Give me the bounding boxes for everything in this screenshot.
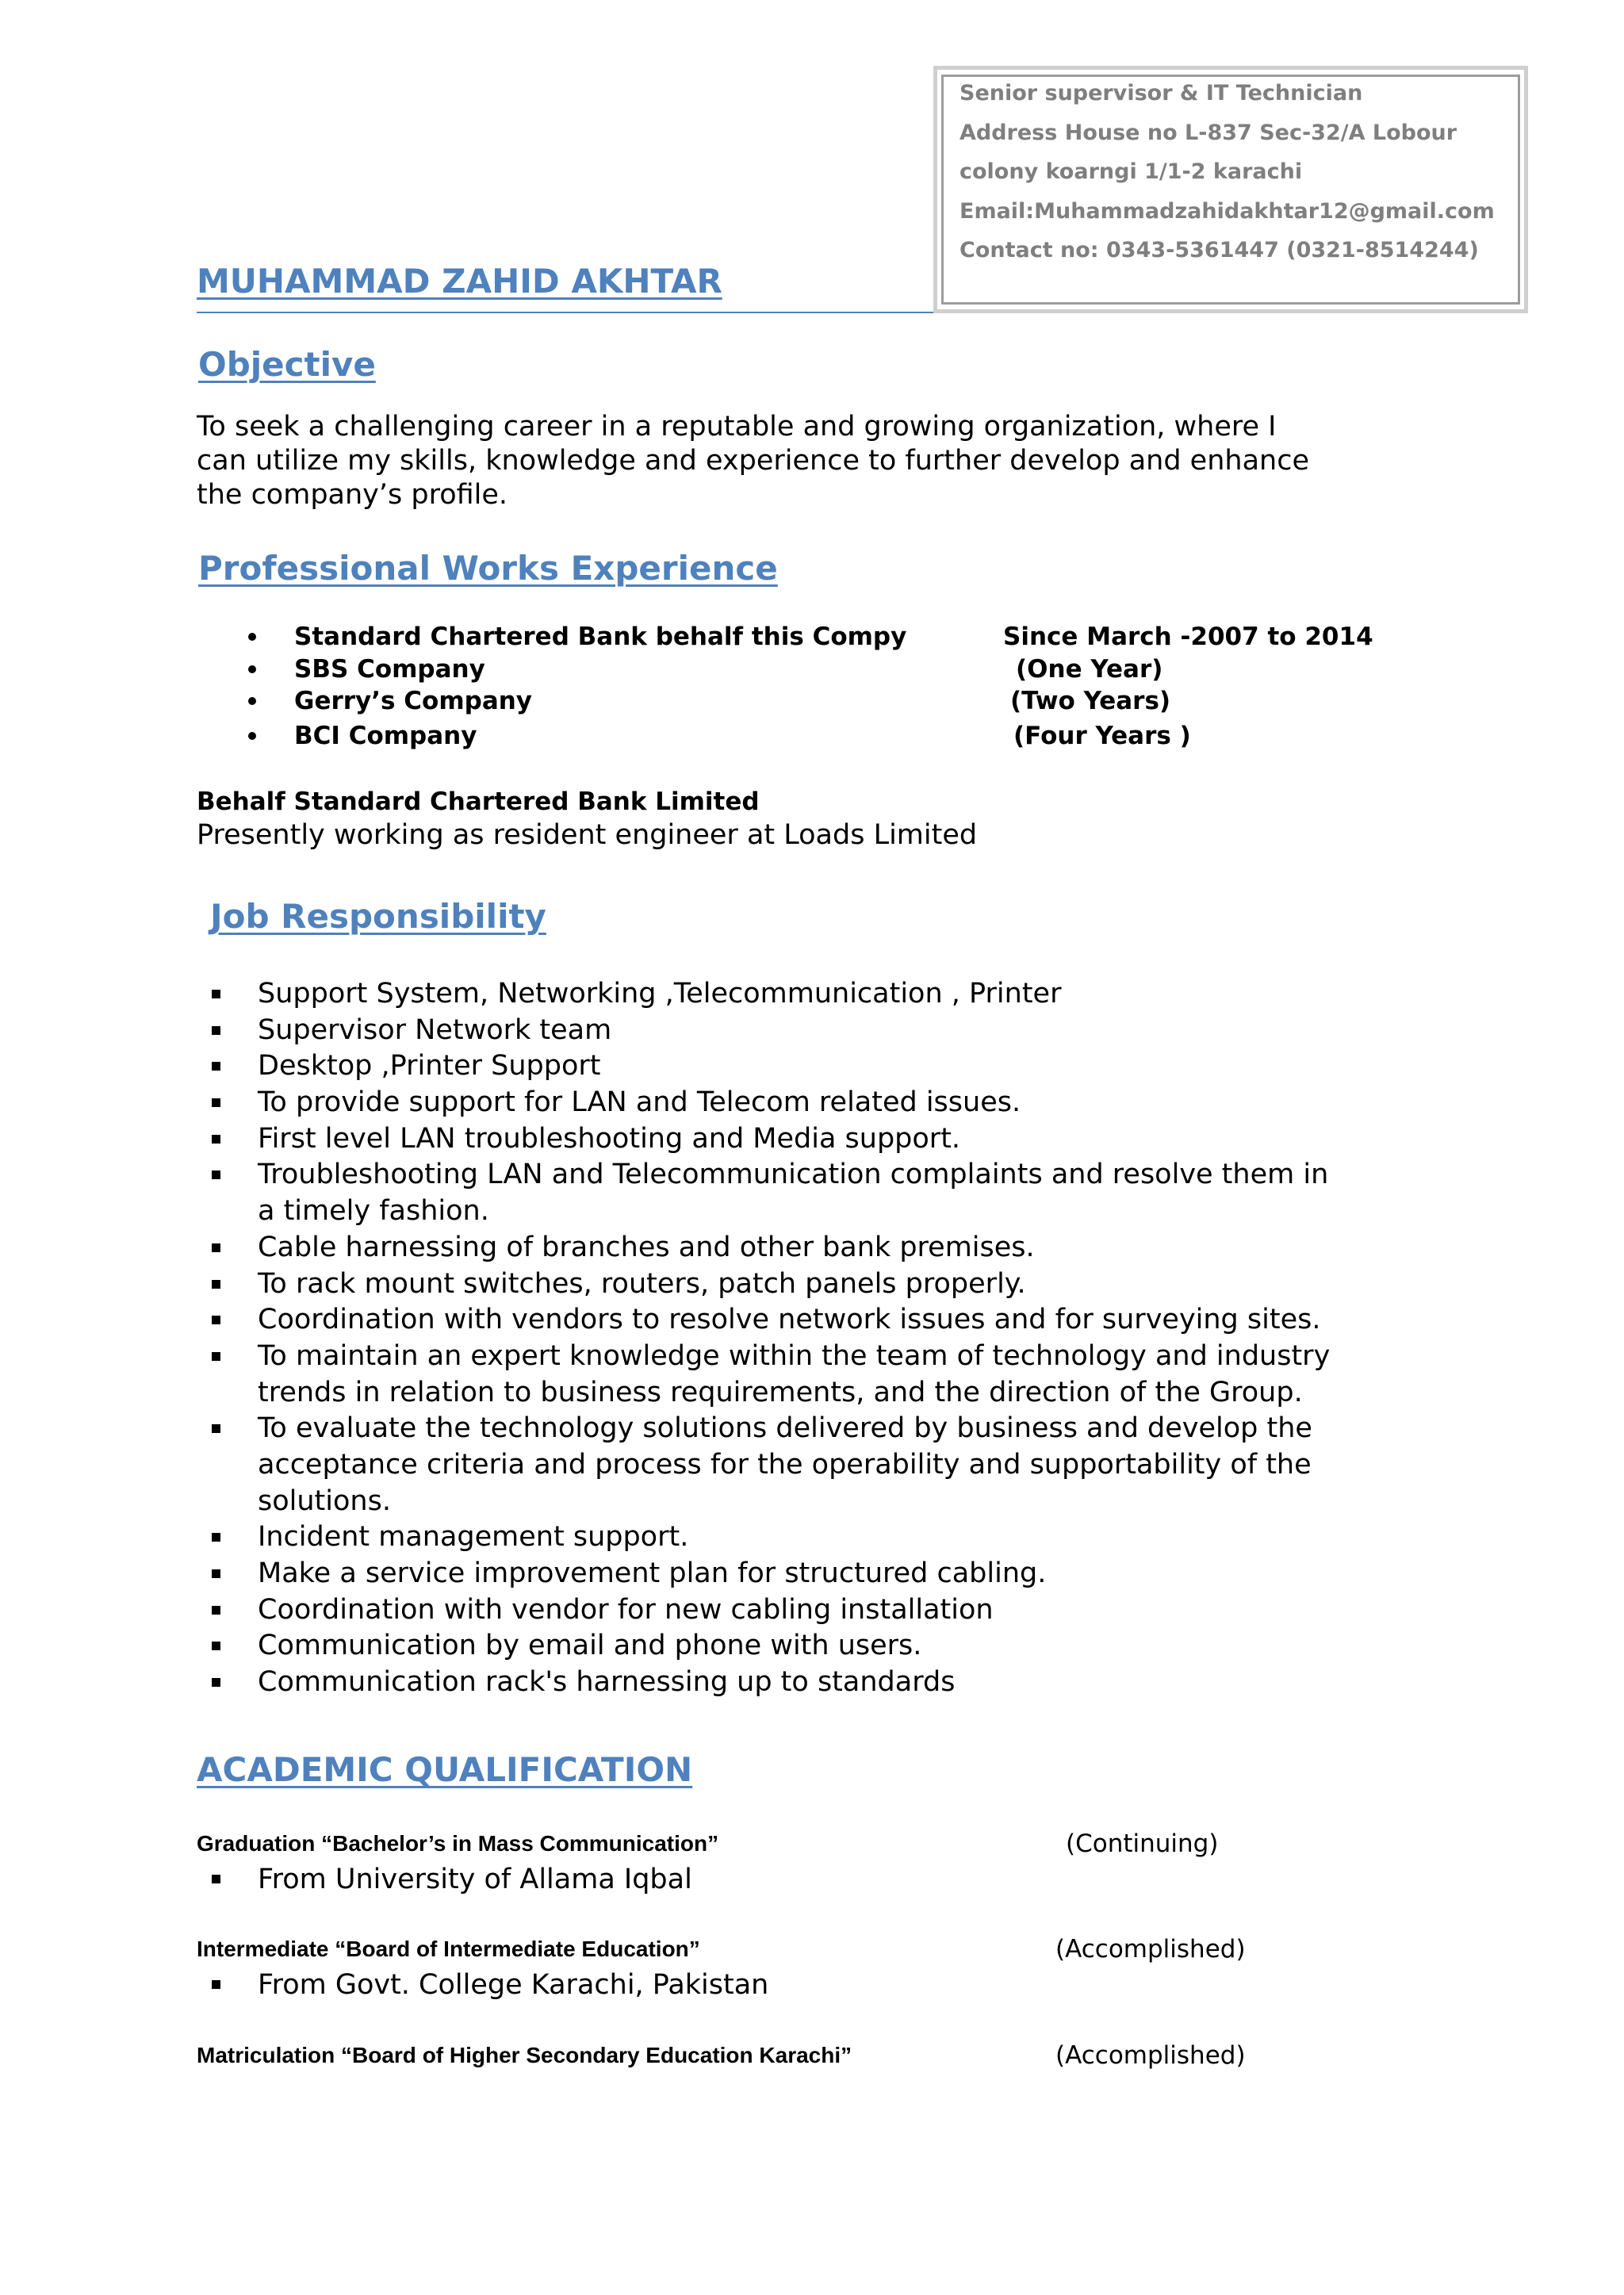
objective-line: can utilize my skills, knowledge and experience to further develop and enhance [197, 445, 1309, 477]
qualification-entry [0, 2041, 1624, 2070]
contact-phone: Contact no: 0343-5361447 (0321-8514244) [959, 238, 1479, 263]
list-item [258, 1013, 1330, 1049]
list-item-text: Communication by email and phone with users. [258, 1630, 922, 1662]
list-item [258, 1592, 1330, 1629]
list-item [258, 1266, 1330, 1303]
square-bullet-icon [212, 1316, 220, 1324]
contact-details [959, 74, 1495, 270]
list-item [258, 1121, 1330, 1158]
list-item-text: To maintain an expert knowledge within the team of technology and industry [258, 1339, 1331, 1372]
square-bullet-icon [212, 1642, 220, 1650]
experience-item [0, 720, 1624, 752]
qualification-institution: From Govt. College Karachi, Pakistan [258, 1969, 769, 2001]
list-item-text: First level LAN troubleshooting and Media support. [258, 1122, 961, 1155]
experience-period: (One Year) [1016, 655, 1163, 684]
list-item-text: solutions. [258, 1485, 391, 1517]
list-item-text: Incident management support. [258, 1521, 689, 1554]
list-item [258, 1339, 1330, 1411]
list-item-text: Support System, Networking ,Telecommunication , Printer [258, 978, 1062, 1010]
square-bullet-icon [212, 1062, 220, 1071]
experience-company: Gerry’s Company [294, 687, 533, 715]
objective-line: To seek a challenging career in a reputable and growing organization, where I [197, 411, 1277, 443]
round-bullet-icon [248, 697, 256, 705]
contact-email: Email:Muhammadzahidakhtar12@gmail.com [959, 198, 1495, 224]
list-item-text: To rack mount switches, routers, patch panels properly. [258, 1267, 1026, 1300]
qualification-title: Graduation “Bachelor’s in Mass Communication” [197, 1831, 719, 1856]
list-item [258, 1665, 1330, 1701]
list-item-text: Coordination with vendors to resolve network issues and for surveying sites. [258, 1304, 1321, 1336]
experience-item [0, 653, 1624, 685]
round-bullet-icon [248, 633, 256, 641]
list-item-text: To evaluate the technology solutions delivered by business and develop the [258, 1412, 1312, 1445]
list-item [258, 1230, 1330, 1266]
square-bullet-icon [212, 1606, 220, 1615]
qualification-detail [0, 1862, 1624, 1897]
list-item [258, 1085, 1330, 1121]
list-item [258, 1411, 1330, 1519]
square-bullet-icon [212, 1280, 220, 1289]
experience-company: SBS Company [294, 655, 485, 684]
round-bullet-icon [248, 732, 256, 740]
employer-label: Behalf Standard Chartered Bank Limited [197, 787, 760, 816]
list-item-text: a timely fashion. [258, 1195, 489, 1228]
square-bullet-icon [212, 1875, 220, 1883]
list-item-text: Coordination with vendor for new cabling installation [258, 1593, 994, 1626]
qualification-institution: From University of Allama Iqbal [258, 1864, 692, 1895]
list-item-text: Desktop ,Printer Support [258, 1050, 601, 1082]
square-bullet-icon [212, 1569, 220, 1578]
qualification-status: (Continuing) [1066, 1829, 1219, 1858]
qualification-entry [0, 1935, 1624, 1964]
list-item-text: Cable harnessing of branches and other bank premises. [258, 1231, 1035, 1263]
objective-text [197, 410, 1309, 512]
qualification-entry [0, 1829, 1624, 1858]
experience-period: (Four Years ) [1013, 722, 1191, 750]
square-bullet-icon [212, 1026, 220, 1035]
list-item-text: Communication rack's harnessing up to standards [258, 1666, 956, 1699]
list-item-text: Supervisor Network team [258, 1013, 612, 1046]
square-bullet-icon [212, 990, 220, 998]
list-item-text: Make a service improvement plan for structured cabling. [258, 1557, 1047, 1589]
square-bullet-icon [212, 1170, 220, 1179]
academic-heading: ACADEMIC QUALIFICATION [197, 1750, 693, 1789]
list-item-text: Troubleshooting LAN and Telecommunication complaints and resolve them in [258, 1159, 1329, 1191]
list-item [258, 1628, 1330, 1665]
experience-heading: Professional Works Experience [198, 549, 778, 588]
contact-title: Senior supervisor & IT Technician [959, 81, 1363, 105]
list-item [258, 1302, 1330, 1339]
square-bullet-icon [212, 1424, 220, 1433]
list-item [258, 1519, 1330, 1556]
list-item [258, 1048, 1330, 1085]
round-bullet-icon [248, 665, 256, 673]
square-bullet-icon [212, 1678, 220, 1687]
contact-address-line-2: colony koarngi 1/1-2 karachi [959, 159, 1303, 185]
list-item-text: trends in relation to business requirements, and the direction of the Group. [258, 1376, 1303, 1408]
qualification-detail [0, 1967, 1624, 2002]
contact-address-line-1: Address House no L-837 Sec-32/A Lobour [959, 120, 1457, 145]
qualification-status: (Accomplished) [1055, 1935, 1246, 1964]
experience-item [0, 685, 1624, 717]
qualification-title: Matriculation “Board of Higher Secondary Education Karachi” [197, 2043, 852, 2067]
square-bullet-icon [212, 1533, 220, 1542]
list-item [258, 976, 1330, 1013]
list-item [258, 1556, 1330, 1592]
experience-item [0, 621, 1624, 653]
qualification-status: (Accomplished) [1055, 2041, 1246, 2070]
objective-heading: Objective [198, 345, 376, 384]
job-responsibility-heading: Job Responsibility [210, 897, 546, 936]
list-item-text: To provide support for LAN and Telecom related issues. [258, 1086, 1021, 1119]
name-underline-rule [197, 312, 933, 313]
square-bullet-icon [212, 1352, 220, 1361]
qualification-title: Intermediate “Board of Intermediate Education” [197, 1937, 700, 1961]
objective-line: the company’s profile. [197, 479, 508, 511]
job-responsibility-list [258, 976, 1330, 1701]
current-position: Presently working as resident engineer at Loads Limited [197, 819, 978, 851]
square-bullet-icon [212, 1980, 220, 1989]
list-item-text: acceptance criteria and process for the operability and supportability of the [258, 1448, 1312, 1481]
experience-period: Since March -2007 to 2014 [1003, 623, 1373, 651]
experience-period: (Two Years) [1010, 687, 1171, 715]
candidate-name: MUHAMMAD ZAHID AKHTAR [197, 262, 722, 301]
square-bullet-icon [212, 1098, 220, 1107]
square-bullet-icon [212, 1135, 220, 1144]
square-bullet-icon [212, 1243, 220, 1252]
list-item [258, 1157, 1330, 1229]
experience-company: BCI Company [294, 722, 477, 750]
experience-company: Standard Chartered Bank behalf this Compy [294, 623, 907, 651]
